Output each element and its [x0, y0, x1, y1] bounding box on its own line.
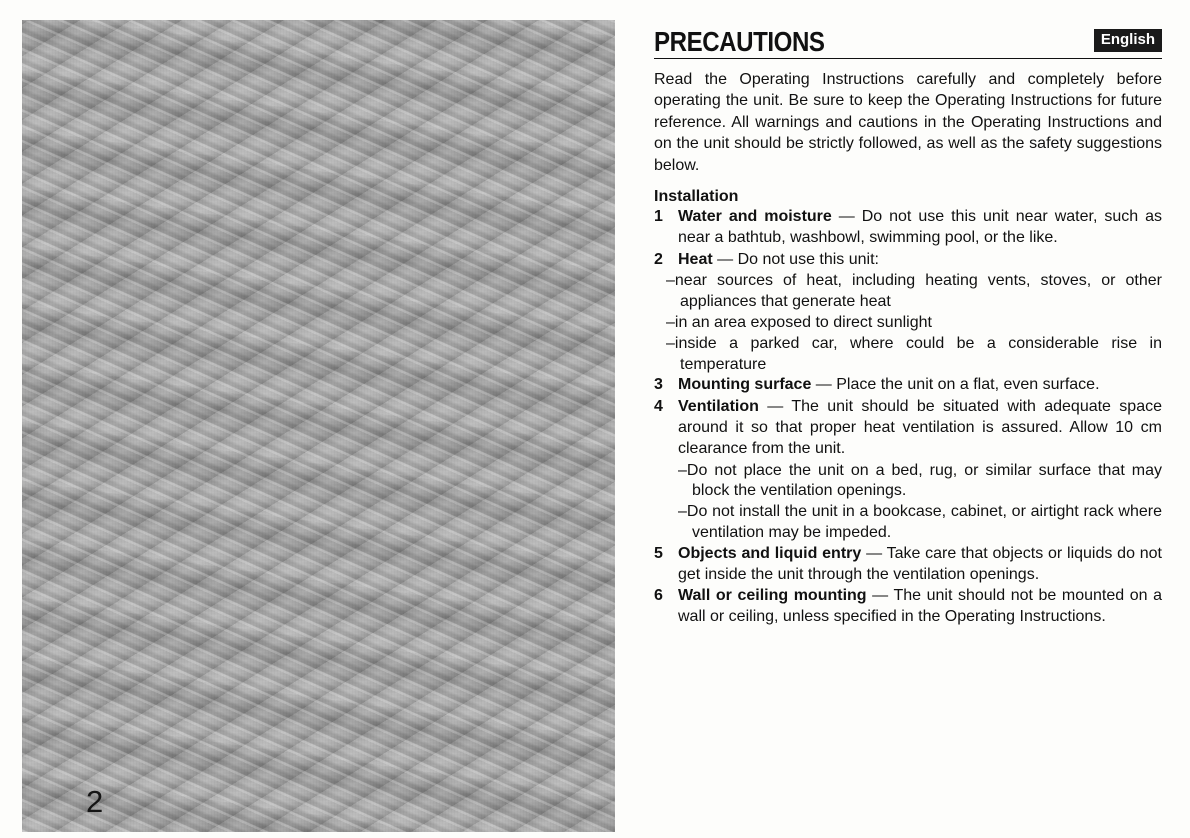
- installation-heading: Installation: [654, 188, 739, 206]
- sub-item: –in an area exposed to direct sunlight: [666, 314, 932, 332]
- item-number: 6: [654, 587, 663, 605]
- item-lead: Ventilation: [678, 398, 759, 416]
- list-item: [654, 207, 1162, 249]
- sub-item: –inside a parked car, where could be a considerable rise in temperature: [666, 334, 1162, 373]
- item-number: 4: [654, 398, 663, 416]
- item-text: — Do not use this unit near water, such as near a bathtub, washbowl, swimming pool, or the like.: [678, 208, 1162, 246]
- list-item: [654, 397, 1162, 459]
- item-text: — The unit should be situated with adequate space around it so that proper heat ventilation is assured. Allow 10 cm clearance from the unit.: [678, 398, 1162, 457]
- item-number: 3: [654, 376, 663, 394]
- item-number: 1: [654, 208, 663, 226]
- item-number: 2: [654, 250, 663, 268]
- language-badge: English: [1094, 29, 1162, 52]
- list-item: [654, 375, 1162, 396]
- precautions-section: [654, 28, 1162, 629]
- item-lead: Objects and liquid entry: [678, 544, 862, 562]
- page-number: 2: [86, 784, 104, 819]
- item-lead: Heat: [678, 250, 713, 268]
- item-lead: Water and moisture: [678, 208, 832, 226]
- decorative-texture-panel: [22, 20, 615, 832]
- item-lead: Wall or ceiling mounting: [678, 587, 867, 605]
- item-lead: Mounting surface: [678, 376, 812, 394]
- list-item: [654, 250, 1162, 271]
- item-text: — Do not use this unit:: [712, 250, 879, 268]
- item-text: — The unit should not be mounted on a wall or ceiling, unless specified in the Operating Instructions.: [678, 587, 1162, 626]
- item-number: 5: [654, 544, 663, 562]
- installation-list: [654, 207, 1162, 628]
- section-header: [654, 28, 1162, 59]
- intro-paragraph: Read the Operating Instructions carefully and completely before operating the unit. Be sure to keep the Operating Instructions for future reference. All warnings and cautions in the Operating Instructions and on the unit should be strictly followed, as well as the safety suggestions below.: [654, 71, 1162, 174]
- item-text: — Place the unit on a flat, even surface.: [811, 376, 1100, 394]
- list-item: [654, 544, 1162, 586]
- sub-item: –Do not install the unit in a bookcase, cabinet, or airtight rack where ventilation may be impeded.: [678, 503, 1162, 541]
- sub-item: –near sources of heat, including heating vents, stoves, or other appliances that generate heat: [666, 272, 1162, 311]
- sub-item: –Do not place the unit on a bed, rug, or similar surface that may block the ventilation openings.: [678, 461, 1162, 500]
- list-item: [654, 586, 1162, 628]
- page-title: PRECAUTIONS: [654, 26, 825, 57]
- item-text: — Take care that objects or liquids do not get inside the unit through the ventilation openings.: [678, 544, 1162, 583]
